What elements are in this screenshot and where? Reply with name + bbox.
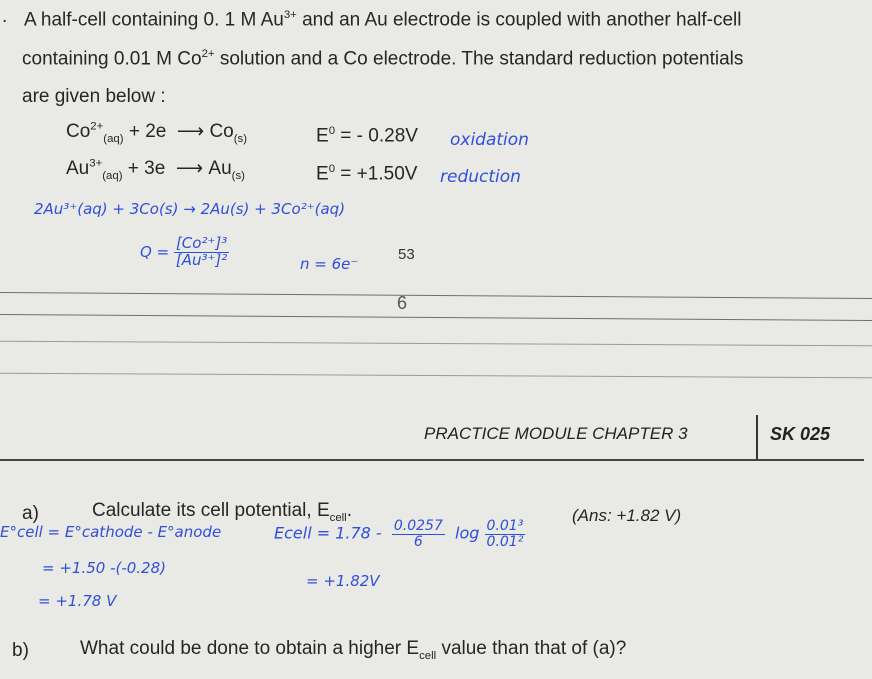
header-rule [0, 459, 864, 461]
reaction-quotient: Q = $\frac{\text{[Co²⁺]³}}{\text{[Au³⁺]²}}$ [140, 234, 228, 269]
potential-gold: $E^0 = +1.50V$ [316, 163, 418, 185]
ecell-standard-result: = +1.78 V [38, 592, 117, 610]
problem-line-2: containing 0.01 M $Co^{2+}$ solution and a Co electrode. The standard reduction potentials [22, 48, 744, 70]
page-edge-line [0, 292, 872, 299]
question-a-label: a) [22, 503, 39, 524]
page-edge-line [0, 341, 872, 347]
nernst-result: = +1.82V [306, 572, 380, 590]
question-b-text: What could be done to obtain a higher $E_{cell}$ value than that of (a)? [80, 638, 627, 662]
note-reduction: reduction [440, 167, 521, 187]
reaction-cobalt: $Co^{2+}_{(aq)} + 2e$ ⟶ $Co_{(s)}$ [66, 120, 248, 145]
page-edge-line [0, 373, 872, 379]
ecell-substitution: = +1.50 -(-0.28) [42, 559, 166, 577]
header-divider [756, 415, 758, 459]
reaction-gold: $Au^{3+}_{(aq)} + 3e$ ⟶ $Au_{(s)}$ [66, 157, 245, 182]
course-code: SK 025 [770, 424, 831, 444]
nernst-equation: Ecell = 1.78 - $\frac{0.0257}{6}$ log $\frac{\text{0.01³}}{\text{0.01²}}$ [274, 518, 524, 550]
question-b-label: b) [12, 640, 29, 661]
page-number-bottom: 6 [397, 293, 408, 313]
module-title: PRACTICE MODULE CHAPTER 3 [424, 424, 688, 443]
answer-a: (Ans: +1.82 V) [572, 506, 682, 525]
ecell-definition: E°cell = E°cathode - E°anode [0, 523, 222, 541]
electron-count: n = 6e⁻ [300, 255, 359, 273]
overall-reaction: 2Au³⁺(aq) + 3Co(s) → 2Au(s) + 3Co²⁺(aq) [34, 200, 346, 218]
potential-cobalt: $E^0$ = - 0.28V [316, 125, 418, 147]
page-edge-line [0, 314, 872, 321]
problem-line-1: A half-cell containing 0. 1 M $Au^{3+}$ and an Au electrode is coupled with another half-cell [24, 9, 742, 31]
problem-line-3: are given below : [22, 86, 166, 107]
page-number-top: 53 [398, 246, 415, 263]
question-a-text: Calculate its cell potential, $E_{cell}$. [92, 500, 352, 524]
note-oxidation: oxidation [450, 130, 529, 150]
bullet: . [2, 6, 8, 27]
